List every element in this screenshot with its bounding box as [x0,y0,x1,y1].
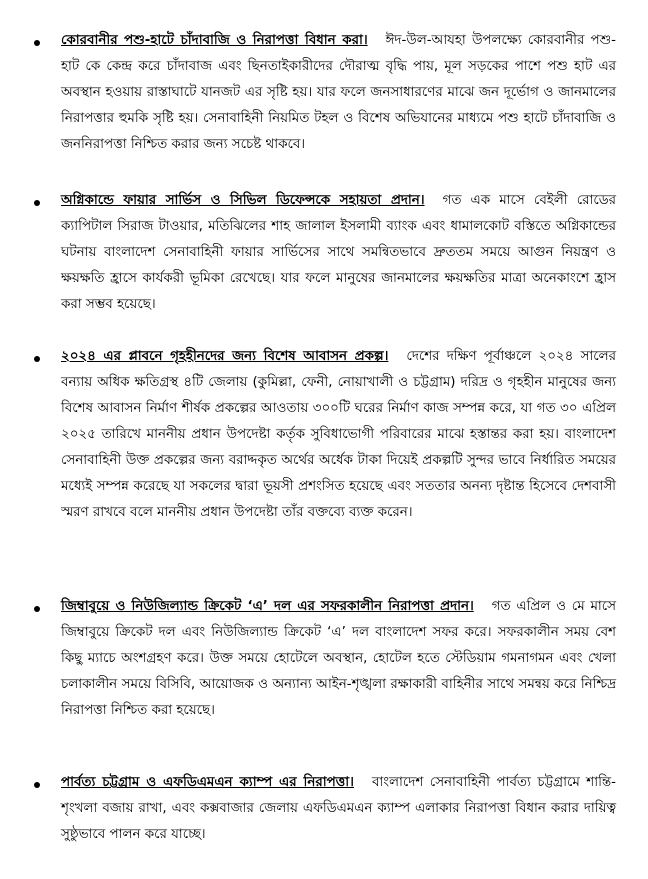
item-paragraph [61,594,616,724]
bullet-icon [34,200,40,206]
bullet-icon [34,40,40,46]
item-heading: জিম্বাবুয়ে ও নিউজিল্যান্ড ক্রিকেট ‘এ’ দল এর সফরকালীন নিরাপত্তা প্রদান। [61,599,474,614]
bullet-icon [34,782,40,788]
item-paragraph [61,344,616,526]
bullet-icon [34,606,40,612]
item-body: গত এপ্রিল ও মে মাসে জিম্বাবুয়ে ক্রিকেট দল এবং নিউজিল্যান্ড ক্রিকেট ‘এ’ দল বাংলাদেশ সফর করে। সফরকালীন সময় বেশ কিছু ম্যাচে অংশগ্রহণ করে। উক্ত সময়ে হোটেলে অবস্থান, হোটেল হতে স্টেডিয়াম গমনাগমন এবং খেলা চলাকালীন সময়ে বিসিবি, আয়োজক ও অন্যান্য আইন-শৃঙ্খলা রক্ষাকারী বাহিনীর সাথে সমন্বয় করে নিশ্চিদ্র নিরাপত্তা নিশ্চিত করা হয়েছে। [61,599,616,718]
item-heading: পার্বত্য চট্টগ্রাম ও এফডিএমএন ক্যাম্প এর নিরাপত্তা। [61,775,354,790]
item-heading: কোরবানীর পশু-হাটে চাঁদাবাজি ও নিরাপত্তা বিধান করা। [61,33,368,48]
bullet-icon [34,356,40,362]
item-body: গত এক মাসে বেইলী রোডের ক্যাপিটাল সিরাজ টাওয়ার, মতিঝিলের শাহ জালাল ইসলামী ব্যাংক এবং ধামালকোট বস্তিতে অগ্নিকান্ডের ঘটনায় বাংলাদেশ সেনাবাহিনী ফায়ার সার্ভিসের সাথে সমন্বিতভাবে দ্রুততম সময়ে আগুন নিয়ন্ত্রণ ও ক্ষয়ক্ষতি হ্রাসে কার্যকরী ভূমিকা রেখেছে। যার ফলে মানুষের জানমালের ক্ষয়ক্ষতির মাত্রা অনেকাংশে হ্রাস করা সম্ভব হয়েছে। [61,193,616,312]
item-body: ঈদ-উল-আযহা উপলক্ষ্যে কোরবানীর পশু-হাট কে কেন্দ্র করে চাঁদাবাজ এবং ছিনতাইকারীদের দৌরাত্ম বৃদ্ধি পায়, মূল সড়কের পাশে পশু হাট এর অবস্থান হওয়ায় রাস্তাঘাটে যানজট এর সৃষ্টি হয়। যার ফলে জনসাধারণের মাঝে জন দূর্ভোগ ও জানমালের নিরাপত্তার হুমকি সৃষ্টি হয়। সেনাবাহিনী নিয়মিত টহল ও বিশেষ অভিযানের মাধ্যমে পশু হাটে চাঁদাবাজি ও জননিরাপত্তা নিশ্চিত করার জন্য সচেষ্ট থাকবে। [61,33,616,152]
item-heading: অগ্নিকান্ডে ফায়ার সার্ভিস ও সিভিল ডিফেন্সকে সহায়তা প্রদান। [61,193,425,208]
item-heading: ২০২৪ এর প্লাবনে গৃহহীনদের জন্য বিশেষ আবাসন প্রকল্প। [61,349,389,364]
item-paragraph [61,770,616,848]
item-body: বাংলাদেশ সেনাবাহিনী পার্বত্য চট্টগ্রামে শান্তি-শৃংখলা বজায় রাখা, এবং কক্সবাজার জেলায় এফডিএমএন ক্যাম্প এলাকার নিরাপত্তা বিধান করার দায়িত্ব সুষ্ঠুভাবে পালন করে যাচ্ছে। [61,775,616,842]
item-paragraph [61,28,616,158]
item-paragraph [61,188,616,318]
item-body: দেশের দক্ষিণ পূর্বাঞ্চলে ২০২৪ সালের বন্যায় অধিক ক্ষতিগ্রস্থ ৪টি জেলায় (কুমিল্লা, ফেনী, নোয়াখালী ও চট্টগ্রাম) দরিদ্র ও গৃহহীন মানুষের জন্য বিশেষ আবাসন নির্মাণ শীর্ষক প্রকল্পের আওতায় ৩০০টি ঘরের নির্মাণ কাজ সম্পন্ন করে, যা গত ৩০ এপ্রিল ২০২৫ তারিখে মাননীয় প্রধান উপদেষ্টা কর্তৃক সুবিধাভোগী পরিবারের মাঝে হস্তান্তর করা হয়। বাংলাদেশ সেনাবাহিনী উক্ত প্রকল্পের জন্য বরাদ্দকৃত অর্থের অর্ধেক টাকা দিয়েই প্রকল্পটি সুন্দর ভাবে নির্ধারিত সময়ের মধ্যেই সম্পন্ন করেছে যা সকলের দ্বারা ভূয়সী প্রশংসিত হয়েছে এবং সততার অনন্য দৃষ্টান্ত হিসেবে দেশবাসী স্মরণ রাখবে বলে মাননীয় প্রধান উপদেষ্টা তাঁর বক্তব্যে ব্যক্ত করেন। [61,349,616,520]
